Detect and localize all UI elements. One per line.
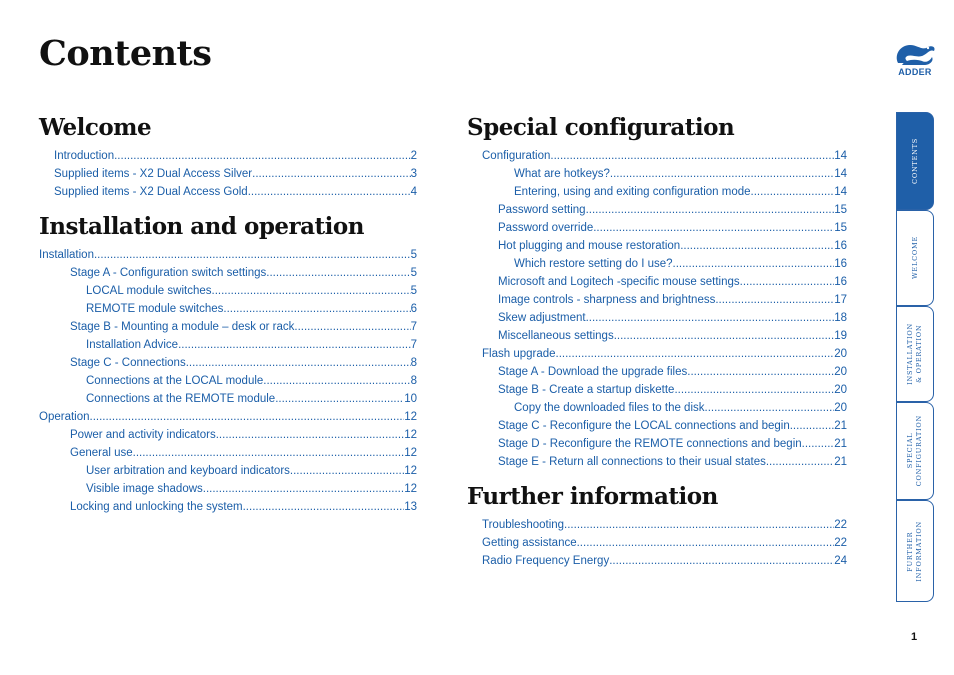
toc-entry[interactable]: [39, 282, 417, 300]
toc-entry[interactable]: [39, 408, 417, 426]
page-title: Contents: [39, 33, 212, 74]
toc-entry-label: Connections at the REMOTE module: [86, 393, 276, 405]
toc-entry-label: REMOTE module switches: [86, 303, 224, 315]
toc-entry-label: Microsoft and Logitech -specific mouse settings: [498, 276, 740, 288]
dot-leader: [252, 165, 410, 183]
toc-entry-page: 20: [834, 366, 847, 378]
toc-entry-label: Introduction: [54, 150, 115, 162]
section-heading: Welcome: [39, 114, 152, 141]
dot-leader: [740, 273, 835, 291]
toc-entry[interactable]: [467, 516, 847, 534]
dot-leader: [687, 363, 834, 381]
toc-entry-page: 19: [834, 330, 847, 342]
toc-entry-label: User arbitration and keyboard indicators: [86, 465, 290, 477]
toc-entry[interactable]: [39, 165, 417, 183]
toc-entry[interactable]: [39, 480, 417, 498]
toc-entry-label: LOCAL module switches: [86, 285, 212, 297]
toc-entry-label: Skew adjustment: [498, 312, 586, 324]
toc-entry-label: Locking and unlocking the system: [70, 501, 243, 513]
toc-entry[interactable]: [467, 435, 847, 453]
toc-entry-page: 4: [410, 186, 417, 198]
toc-entry[interactable]: [467, 417, 847, 435]
toc-entry[interactable]: [39, 246, 417, 264]
toc-section: [39, 211, 417, 516]
dot-leader: [294, 318, 410, 336]
toc-entry-page: 24: [834, 555, 847, 567]
toc-entry-page: 21: [834, 420, 847, 432]
toc-entry-label: Image controls - sharpness and brightness: [498, 294, 716, 306]
dot-leader: [609, 552, 834, 570]
toc-entry-label: Password setting: [498, 204, 586, 216]
toc-entry-label: Stage A - Configuration switch settings: [70, 267, 267, 279]
toc-entry-label: Stage D - Reconfigure the REMOTE connections and begin: [498, 438, 802, 450]
side-tab-special-configuration[interactable]: [896, 402, 934, 500]
dot-leader: [586, 201, 835, 219]
side-tab-contents[interactable]: [896, 112, 934, 210]
toc-entry-page: 16: [834, 276, 847, 288]
toc-entry-label: Supplied items - X2 Dual Access Gold: [54, 186, 248, 198]
toc-entry[interactable]: [39, 183, 417, 201]
toc-entry-label: Configuration: [482, 150, 551, 162]
toc-entry[interactable]: [467, 147, 847, 165]
toc-entry-page: 8: [410, 357, 417, 369]
toc-entry-page: 7: [410, 321, 417, 333]
section-heading: Further information: [467, 483, 718, 510]
toc-entry-page: 20: [834, 348, 847, 360]
toc-entry[interactable]: [467, 453, 847, 471]
dot-leader: [674, 381, 834, 399]
toc-entry-page: 20: [834, 402, 847, 414]
toc-entry-page: 22: [834, 519, 847, 531]
side-tab-installation-operation[interactable]: [896, 306, 934, 402]
toc-entry[interactable]: [467, 309, 847, 327]
dot-leader: [223, 300, 410, 318]
toc-entry-page: 21: [834, 456, 847, 468]
side-tab-label: INSTALLATION & OPERATION: [906, 323, 923, 385]
toc-entry-page: 15: [834, 204, 847, 216]
toc-entry-label: Password override: [498, 222, 594, 234]
toc-entry[interactable]: [39, 372, 417, 390]
toc-entry-label: Stage C - Connections: [70, 357, 186, 369]
toc-entry-page: 14: [834, 168, 847, 180]
toc-entry-label: Troubleshooting: [482, 519, 565, 531]
toc-entry-page: 10: [404, 393, 417, 405]
toc-section: [467, 112, 847, 471]
side-tab-welcome[interactable]: [896, 210, 934, 306]
toc-entry-page: 13: [404, 501, 417, 513]
toc-entry[interactable]: [39, 318, 417, 336]
toc-entry-label: Flash upgrade: [482, 348, 556, 360]
toc-entry[interactable]: [39, 336, 417, 354]
toc-entry-page: 21: [834, 438, 847, 450]
toc-section: [39, 112, 417, 201]
toc-entry-page: 12: [404, 447, 417, 459]
right-column: [467, 112, 847, 580]
toc-entry-page: 5: [410, 267, 417, 279]
dot-leader: [243, 498, 405, 516]
toc-entry-label: Miscellaneous settings: [498, 330, 614, 342]
toc-entry-page: 5: [410, 285, 417, 297]
toc-entry-page: 2: [410, 150, 417, 162]
toc-entry[interactable]: [467, 255, 847, 273]
toc-entry-label: Radio Frequency Energy: [482, 555, 610, 567]
toc-entry-page: 12: [404, 465, 417, 477]
toc-entry-page: 5: [410, 249, 417, 261]
toc-entry[interactable]: [467, 363, 847, 381]
dot-leader: [203, 480, 404, 498]
toc-entry[interactable]: [39, 300, 417, 318]
dot-leader: [114, 147, 410, 165]
toc-entry[interactable]: [39, 264, 417, 282]
dot-leader: [593, 219, 834, 237]
toc-entry[interactable]: [39, 354, 417, 372]
section-heading: Installation and operation: [39, 213, 364, 240]
dot-leader: [610, 165, 834, 183]
toc-entry-label: General use: [70, 447, 133, 459]
toc-entry[interactable]: [39, 147, 417, 165]
dot-leader: [275, 390, 404, 408]
dot-leader: [751, 183, 835, 201]
dot-leader: [186, 354, 411, 372]
toc-section: [467, 481, 847, 570]
toc-entry-page: 20: [834, 384, 847, 396]
section-heading: Special configuration: [467, 114, 735, 141]
toc-entry-label: Installation: [39, 249, 94, 261]
toc-entry[interactable]: [39, 444, 417, 462]
toc-entry[interactable]: [467, 165, 847, 183]
toc-entry-label: Installation Advice: [86, 339, 179, 351]
toc-entry[interactable]: [39, 498, 417, 516]
toc-entry-label: Stage E - Return all connections to their usual states: [498, 456, 766, 468]
dot-leader: [715, 291, 834, 309]
toc-entry-page: 8: [410, 375, 417, 387]
dot-leader: [216, 426, 404, 444]
toc-entry-label: Getting assistance: [482, 537, 577, 549]
toc-entry-label: Connections at the LOCAL module: [86, 375, 264, 387]
toc-entry-page: 12: [404, 483, 417, 495]
toc-entry[interactable]: [467, 183, 847, 201]
toc-entry[interactable]: [467, 273, 847, 291]
dot-leader: [673, 255, 835, 273]
dot-leader: [705, 399, 835, 417]
dot-leader: [212, 282, 411, 300]
toc-entry[interactable]: [467, 552, 847, 570]
dot-leader: [586, 309, 835, 327]
dot-leader: [266, 264, 410, 282]
dot-leader: [133, 444, 405, 462]
toc-entry-label: Stage A - Download the upgrade files: [498, 366, 688, 378]
toc-entry-page: 16: [834, 240, 847, 252]
toc-entry[interactable]: [467, 201, 847, 219]
toc-entry-label: Stage B - Create a startup diskette: [498, 384, 675, 396]
toc-entry[interactable]: [467, 219, 847, 237]
toc-entry-label: Entering, using and exiting configuration mode: [514, 186, 751, 198]
toc-entry[interactable]: [467, 237, 847, 255]
left-column: [39, 112, 417, 526]
dot-leader: [614, 327, 835, 345]
toc-entry-label: What are hotkeys?: [514, 168, 610, 180]
page-number: 1: [911, 631, 918, 643]
toc-entry-page: 17: [834, 294, 847, 306]
side-tab-further-information[interactable]: [896, 500, 934, 602]
dot-leader: [178, 336, 411, 354]
toc-entry-label: Stage B - Mounting a module – desk or rack: [70, 321, 295, 333]
toc-entry-page: 14: [834, 150, 847, 162]
toc-entry-label: Hot plugging and mouse restoration: [498, 240, 681, 252]
dot-leader: [577, 534, 835, 552]
toc-entry-page: 15: [834, 222, 847, 234]
toc-entry[interactable]: [467, 399, 847, 417]
toc-entry[interactable]: [39, 462, 417, 480]
dot-leader: [802, 435, 835, 453]
dot-leader: [290, 462, 404, 480]
side-tab-label: FURTHER INFORMATION: [906, 520, 923, 582]
toc-entry[interactable]: [467, 345, 847, 363]
toc-entry-label: Stage C - Reconfigure the LOCAL connections and begin: [498, 420, 790, 432]
dot-leader: [550, 147, 834, 165]
toc-entry-label: Copy the downloaded files to the disk: [514, 402, 705, 414]
dot-leader: [564, 516, 834, 534]
dot-leader: [680, 237, 834, 255]
toc-entry-page: 12: [404, 411, 417, 423]
toc-entry-label: Supplied items - X2 Dual Access Silver: [54, 168, 253, 180]
toc-entry[interactable]: [467, 534, 847, 552]
toc-entry-page: 7: [410, 339, 417, 351]
dot-leader: [556, 345, 835, 363]
toc-entry[interactable]: [39, 426, 417, 444]
side-tab-label: WELCOME: [910, 236, 919, 280]
toc-entry[interactable]: [39, 390, 417, 408]
toc-entry-label: Power and activity indicators: [70, 429, 216, 441]
side-tab-label: CONTENTS: [910, 138, 919, 184]
toc-entry[interactable]: [467, 327, 847, 345]
dot-leader: [248, 183, 411, 201]
dot-leader: [790, 417, 834, 435]
toc-entry-label: Visible image shadows: [86, 483, 203, 495]
toc-entry-page: 22: [834, 537, 847, 549]
dot-leader: [90, 408, 405, 426]
toc-entry[interactable]: [467, 381, 847, 399]
toc-entry-page: 16: [834, 258, 847, 270]
dot-leader: [263, 372, 410, 390]
toc-entry-label: Operation: [39, 411, 90, 423]
toc-entry[interactable]: [467, 291, 847, 309]
adder-logo-text: ADDER: [898, 67, 932, 77]
toc-entry-page: 6: [410, 303, 417, 315]
toc-entry-page: 12: [404, 429, 417, 441]
side-tab-label: SPECIAL CONFIGURATION: [906, 415, 923, 487]
toc-entry-page: 18: [834, 312, 847, 324]
toc-entry-page: 3: [410, 168, 417, 180]
dot-leader: [766, 453, 834, 471]
toc-entry-page: 14: [834, 186, 847, 198]
dot-leader: [94, 246, 411, 264]
toc-entry-label: Which restore setting do I use?: [514, 258, 673, 270]
